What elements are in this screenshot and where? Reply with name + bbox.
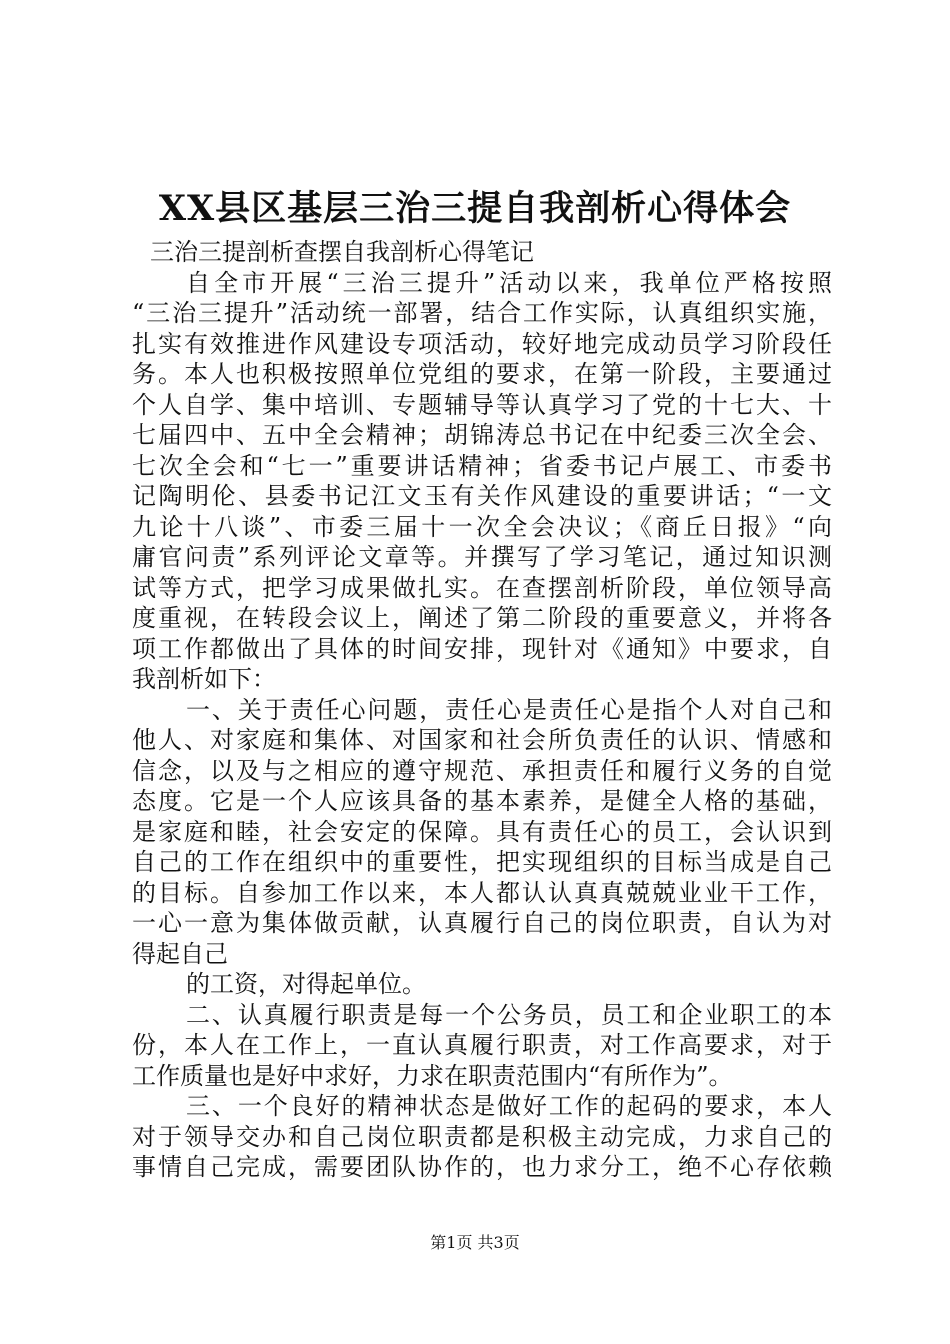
document-body [132,237,832,1183]
text-line: 七届四中、五中全会精神；胡锦涛总书记在中纪委三次全会、 [132,421,832,449]
text-line: 自全市开展“三治三提升”活动以来，我单位严格按照 [186,268,832,297]
text-line: 我剖析如下： [132,665,276,693]
text-line: 是家庭和睦，社会安定的保障。具有责任心的员工，会认识到 [132,817,832,846]
text-line: 度重视，在转段会议上，阐述了第二阶段的重要意义，并将各 [132,604,832,632]
text-line: “三治三提升”活动统一部署，结合工作实际，认真组织实施， [132,299,832,327]
paragraph-2 [132,695,832,970]
text-line: 九论十八谈”、市委三届十一次全会决议；《商丘日报》“向 [132,512,832,541]
text-line: 项工作都做出了具体的时间安排，现针对《通知》中要求，自 [132,634,832,663]
text-line: 态度。它是一个人应该具备的基本素养，是健全人格的基础， [132,787,832,815]
paragraph-4 [132,1000,832,1092]
page-footer: 第1页 共3页 [430,1233,520,1252]
text-line: 试等方式，把学习成果做扎实。在查摆剖析阶段，单位领导高 [132,573,832,602]
text-line: 个人自学、集中培训、专题辅导等认真学习了党的十七大、十 [132,390,832,419]
text-line: 记陶明伦、县委书记江文玉有关作风建设的重要讲话；“一文 [132,482,832,510]
text-line: 二、认真履行职责是每一个公务员，员工和企业职工的本 [186,1000,832,1029]
text-line: 事情自己完成，需要团队协作的，也力求分工，绝不心存依赖 [132,1153,832,1181]
text-line: 工作质量也是好中求好，力求在职责范围内“有所作为”。 [132,1061,733,1090]
text-line: 的目标。自参加工作以来，本人都认认真真兢兢业业干工作， [132,878,832,907]
text-line: 一、关于责任心问题，责任心是责任心是指个人对自己和 [186,695,832,724]
text-line: 份，本人在工作上，一直认真履行职责，对工作高要求，对于 [132,1031,832,1059]
text-line: 扎实有效推进作风建设专项活动，较好地完成动员学习阶段任 [132,329,832,358]
document-subtitle: 三治三提剖析查摆自我剖析心得笔记 [150,238,534,266]
text-line: 一心一意为集体做贡献，认真履行自己的岗位职责，自认为对 [132,909,832,937]
paragraph-1 [132,268,832,695]
text-line: 对于领导交办和自己岗位职责都是积极主动完成，力求自己的 [132,1122,832,1151]
text-line: 的工资，对得起单位。 [186,970,426,998]
paragraph-3 [132,969,832,1000]
text-line: 得起自己 [132,939,228,968]
document-title: XX县区基层三治三提自我剖析心得体会 [158,188,792,229]
text-line: 庸官问责”系列评论文章等。并撰写了学习笔记，通过知识测 [132,543,832,571]
text-line: 他人、对家庭和集体、对国家和社会所负责任的认识、情感和 [132,726,832,754]
text-line: 信念，以及与之相应的遵守规范、承担责任和履行义务的自觉 [132,756,832,785]
text-line: 务。本人也积极按照单位党组的要求，在第一阶段，主要通过 [132,360,832,388]
text-line: 自己的工作在组织中的重要性，把实现组织的目标当成是自己 [132,848,832,876]
paragraph-5 [132,1091,832,1183]
text-line: 七次全会和“七一”重要讲话精神；省委书记卢展工、市委书 [132,451,832,480]
text-line: 三、一个良好的精神状态是做好工作的起码的要求，本人 [186,1092,832,1120]
